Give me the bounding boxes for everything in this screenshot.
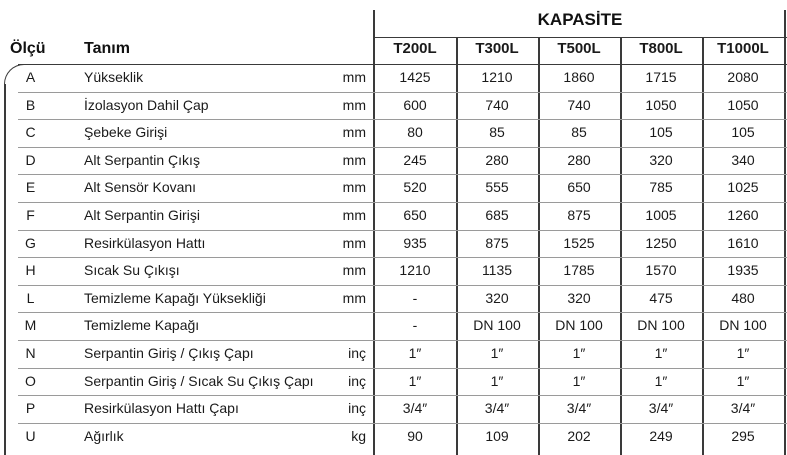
row-value: 202 [567, 427, 591, 444]
row-code: G [25, 234, 36, 251]
row-value: 685 [485, 207, 509, 223]
row-value: 3/4″ [402, 400, 428, 417]
row-name: Resirkülasyon Hattı [84, 234, 206, 251]
row-unit: mm [342, 124, 366, 141]
model-header-t500l: T500L [557, 40, 601, 57]
row-name: Alt Serpantin Girişi [84, 207, 200, 223]
row-unit: mm [342, 262, 366, 279]
row-name: Temizleme Kapağı Yüksekliği [84, 289, 266, 306]
row-value: 1250 [645, 234, 677, 251]
row-value: 1005 [645, 207, 677, 223]
model-header-t300l: T300L [475, 40, 519, 57]
row-value: 1″ [654, 372, 668, 389]
row-value: 245 [403, 151, 427, 168]
row-unit [320, 312, 366, 340]
row-value: 520 [403, 179, 427, 196]
row-value: 3/4″ [648, 400, 674, 417]
row-value: 249 [649, 427, 673, 444]
row-value: DN 100 [473, 317, 521, 334]
row-value: 1525 [563, 234, 595, 251]
row-unit: mm [342, 151, 366, 168]
row-value: 1610 [727, 234, 759, 251]
header-rule-top [373, 37, 787, 38]
row-code: F [26, 207, 35, 223]
row-code: E [25, 179, 36, 196]
row-unit: mm [342, 69, 366, 85]
table-row [0, 147, 787, 175]
model-header-t800l: T800L [639, 40, 683, 57]
row-code: O [25, 372, 36, 389]
row-unit: mm [342, 234, 366, 251]
row-code: M [24, 317, 37, 334]
row-value: 105 [731, 124, 755, 141]
table-row [0, 119, 787, 147]
row-value: 1210 [399, 262, 431, 279]
row-value: 3/4″ [484, 400, 510, 417]
row-value: 1″ [572, 345, 586, 361]
table-row [0, 368, 787, 396]
row-value: 555 [485, 179, 509, 196]
name-column-header: Tanım [84, 40, 130, 57]
row-value: 320 [649, 151, 673, 168]
row-code: A [25, 69, 36, 85]
row-unit: mm [342, 96, 366, 113]
row-value: 280 [567, 151, 591, 168]
row-value: 785 [649, 179, 673, 196]
row-value: 1″ [408, 345, 422, 361]
row-value: - [412, 317, 418, 334]
row-value: 1″ [736, 345, 750, 361]
row-value: 280 [485, 151, 509, 168]
row-value: 600 [403, 96, 427, 113]
row-unit: mm [342, 289, 366, 306]
row-value: 295 [731, 427, 755, 444]
row-code: P [25, 400, 36, 417]
row-value: - [412, 289, 418, 306]
row-value: 1785 [563, 262, 595, 279]
row-value: 1″ [654, 345, 668, 361]
row-code: C [25, 124, 36, 141]
row-value: 480 [731, 289, 755, 306]
row-name: Alt Serpantin Çıkış [84, 151, 200, 168]
table-row [0, 202, 787, 230]
row-code: U [25, 427, 36, 444]
row-unit: inç [348, 400, 366, 417]
row-value: 320 [567, 289, 591, 306]
row-code: B [25, 96, 36, 113]
table-row [0, 423, 787, 451]
row-value: 90 [407, 427, 423, 444]
row-name: Temizleme Kapağı [84, 317, 200, 334]
model-header-t1000l: T1000L [717, 40, 769, 57]
row-name: Serpantin Giriş / Çıkış Çapı [84, 345, 254, 361]
row-code: L [26, 289, 35, 306]
row-value: 1210 [481, 69, 513, 85]
row-name: İzolasyon Dahil Çap [84, 96, 209, 113]
table-row [0, 395, 787, 423]
row-name: Ağırlık [84, 427, 124, 444]
row-value: 1″ [408, 372, 422, 389]
row-value: 935 [403, 234, 427, 251]
row-value: 1050 [727, 96, 759, 113]
row-value: DN 100 [637, 317, 685, 334]
row-value: 740 [567, 96, 591, 113]
row-unit: mm [342, 207, 366, 223]
row-value: 1425 [399, 69, 431, 85]
table-row [0, 174, 787, 202]
row-name: Şebeke Girişi [84, 124, 168, 141]
row-value: 80 [407, 124, 423, 141]
row-value: 1260 [727, 207, 759, 223]
table-row [0, 92, 787, 120]
row-value: 1050 [645, 96, 677, 113]
row-name: Alt Sensör Kovanı [84, 179, 197, 196]
row-value: 1935 [727, 262, 759, 279]
row-value: 320 [485, 289, 509, 306]
row-name: Serpantin Giriş / Sıcak Su Çıkış Çapı [84, 372, 314, 389]
row-name: Yükseklik [84, 69, 144, 85]
row-value: 1″ [490, 345, 504, 361]
row-value: 340 [731, 151, 755, 168]
row-name: Resirkülasyon Hattı Çapı [84, 400, 239, 417]
code-column-header: Ölçü [10, 40, 46, 57]
row-name: Sıcak Su Çıkışı [84, 262, 180, 279]
row-value: 1135 [481, 262, 513, 279]
table-row [0, 312, 787, 340]
row-value: 1025 [727, 179, 759, 196]
row-value: 109 [485, 427, 509, 444]
row-value: 85 [489, 124, 505, 141]
table-row [0, 257, 787, 285]
row-code: N [25, 345, 36, 361]
row-code: H [25, 262, 36, 279]
row-value: 1″ [572, 372, 586, 389]
row-value: 1″ [736, 372, 750, 389]
row-unit: mm [342, 179, 366, 196]
row-value: 650 [567, 179, 591, 196]
row-unit: inç [348, 345, 366, 361]
row-value: 85 [571, 124, 587, 141]
row-value: 3/4″ [566, 400, 592, 417]
table-row [0, 64, 787, 92]
table-row [0, 230, 787, 258]
row-value: 1715 [645, 69, 677, 85]
row-code: D [25, 151, 36, 168]
row-value: 740 [485, 96, 509, 113]
row-value: 105 [649, 124, 673, 141]
row-value: DN 100 [719, 317, 767, 334]
row-value: 650 [403, 207, 427, 223]
row-value: 875 [567, 207, 591, 223]
row-value: 1860 [563, 69, 595, 85]
row-value: 1570 [645, 262, 677, 279]
row-value: 875 [485, 234, 509, 251]
row-value: 2080 [727, 69, 759, 85]
row-unit: kg [351, 427, 366, 444]
table-row [0, 340, 787, 368]
row-value: 475 [649, 289, 673, 306]
row-value: 3/4″ [730, 400, 756, 417]
capacity-heading: KAPASİTE [537, 10, 623, 29]
model-header-t200l: T200L [393, 40, 437, 57]
row-value: 1″ [490, 372, 504, 389]
row-value: DN 100 [555, 317, 603, 334]
table-row [0, 285, 787, 313]
row-unit: inç [348, 372, 366, 389]
